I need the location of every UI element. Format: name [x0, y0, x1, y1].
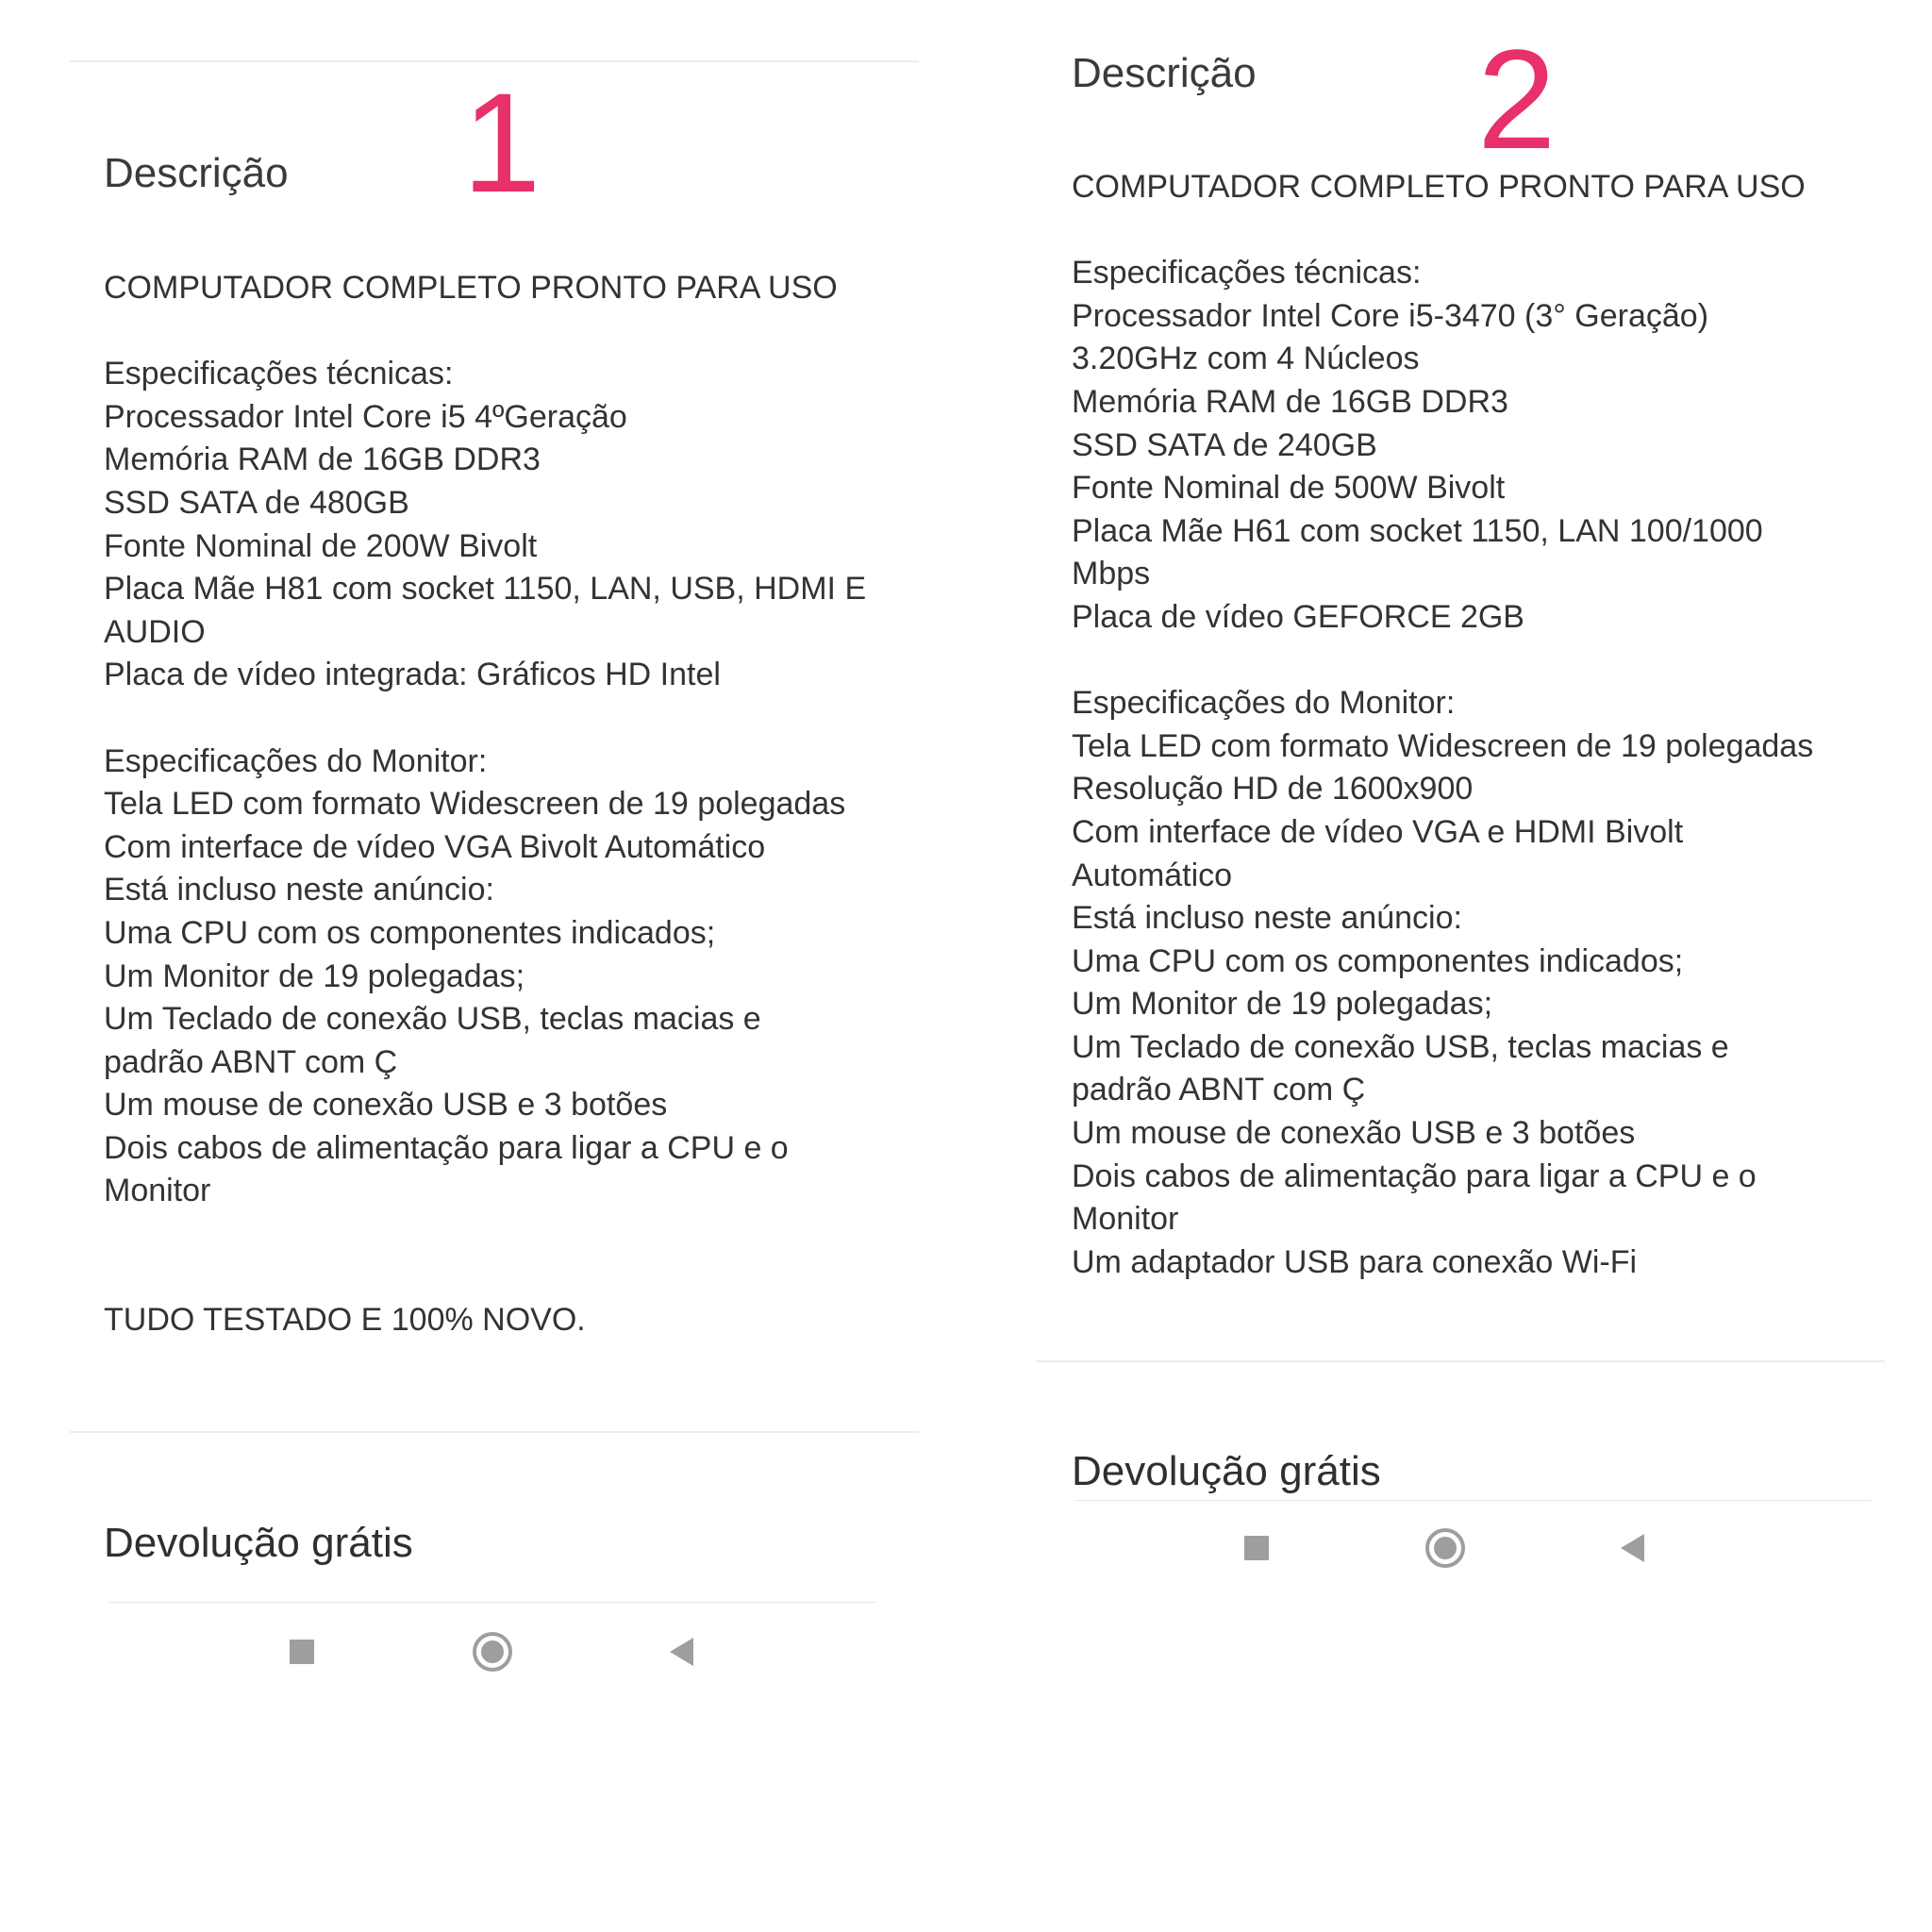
square-recents-icon[interactable] — [1228, 1520, 1285, 1576]
screenshot-panel-2 — [981, 0, 1932, 1932]
circle-home-icon[interactable] — [464, 1624, 521, 1680]
free-return-row[interactable]: Devolução grátis — [1072, 1448, 1381, 1494]
triangle-back-icon[interactable] — [1605, 1520, 1661, 1576]
android-navigation-bar — [1228, 1520, 1672, 1576]
top-divider — [70, 60, 919, 62]
free-return-row[interactable]: Devolução grátis — [104, 1520, 413, 1566]
section-divider — [70, 1431, 919, 1433]
screenshot-panel-1 — [0, 0, 943, 1932]
circle-home-icon[interactable] — [1417, 1520, 1474, 1576]
footer-divider — [109, 1602, 875, 1603]
description-heading: Descrição — [104, 150, 289, 196]
panel-number-marker: 2 — [1477, 20, 1557, 178]
description-body: COMPUTADOR COMPLETO PRONTO PARA USO Especificações técnicas: Processador Intel Core i5-3470 (3° Geração) 3.20GHz com 4 Núcleos Memória RAM de 16GB DDR3 SSD SATA de 240GB Fonte Nominal de 500W Bivolt Placa Mãe H61 com socket 1150, LAN 100/1000 Mbps Placa de vídeo GEFORCE 2GB Especificações do Monitor: Tela LED com formato Widescreen de 19 polegadas Resolução HD de 1600x900 Com interface de vídeo VGA e HDMI Bivolt Automático Está incluso neste anúncio: Uma CPU com os componentes indicados; Um Monitor de 19 polegadas; Um Teclado de conexão USB, teclas macias e padrão ABNT com Ç Um mouse de conexão USB e 3 botões Dois cabos de alimentação para ligar a CPU e o Monitor Um adaptador USB para conexão Wi-Fi — [1072, 169, 1814, 1280]
android-navigation-bar — [274, 1624, 717, 1680]
description-heading: Descrição — [1072, 50, 1257, 96]
triangle-back-icon[interactable] — [654, 1624, 710, 1680]
square-recents-icon[interactable] — [274, 1624, 330, 1680]
panel-number-marker: 1 — [462, 63, 541, 222]
description-body: COMPUTADOR COMPLETO PRONTO PARA USO Especificações técnicas: Processador Intel Core i5 4ºGeração Memória RAM de 16GB DDR3 SSD SATA de 480GB Fonte Nominal de 200W Bivolt Placa Mãe H81 com socket 1150, LAN, USB, HDMI E AUDIO Placa de vídeo integrada: Gráficos HD Intel Especificações do Monitor: Tela LED com formato Widescreen de 19 polegadas Com interface de vídeo VGA Bivolt Automático Está incluso neste anúncio: Uma CPU com os componentes indicados; Um Monitor de 19 polegadas; Um Teclado de conexão USB, teclas macias e padrão ABNT com Ç Um mouse de conexão USB e 3 botões Dois cabos de alimentação para ligar a CPU e o Monitor TUDO TESTADO E 100% NOVO. — [104, 270, 867, 1339]
section-divider — [1036, 1360, 1885, 1362]
footer-divider — [1075, 1500, 1872, 1501]
